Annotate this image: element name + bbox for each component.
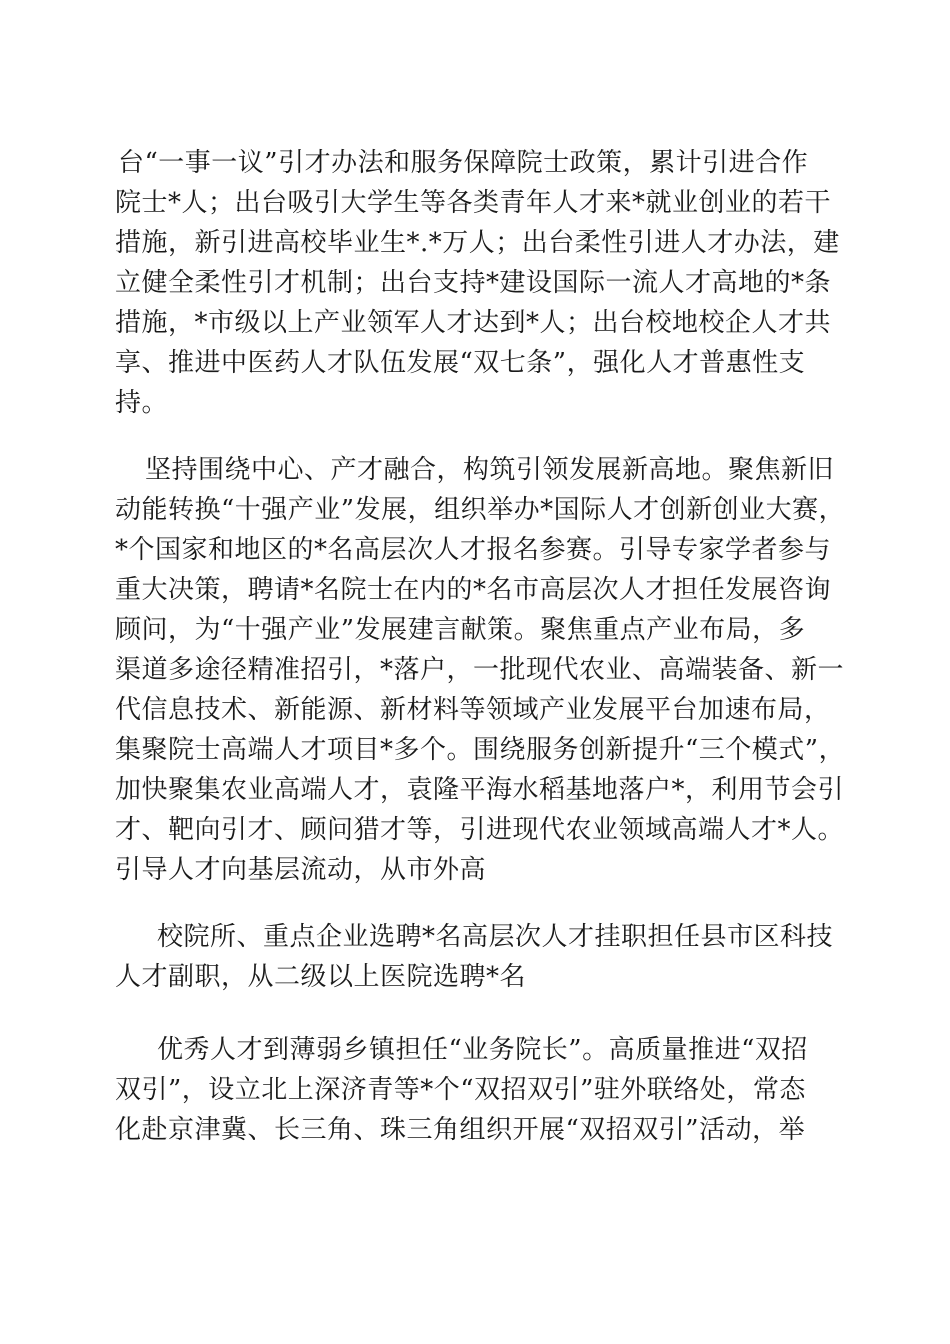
text-line: 双引”，设立北上深济青等*个“双招双引”驻外联络处，常态 (115, 1075, 806, 1105)
text-line: 措施，*市级以上产业领军人才达到*人；出台校地校企人才共 (115, 308, 832, 338)
text-line: 渠道多途径精准招引，*落户，一批现代农业、高端装备、新一 (115, 655, 845, 685)
text-line: 享、推进中医药人才队伍发展“双七条”，强化人才普惠性支 (115, 348, 806, 378)
text-line: 动能转换“十强产业”发展，组织举办*国际人才创新创业大赛， (115, 495, 846, 525)
text-line: 重大决策，聘请*名院士在内的*名市高层次人才担任发展咨询 (115, 575, 832, 605)
text-line: 持。 (115, 388, 169, 418)
text-line: 才、靶向引才、顾问猎才等，引进现代农业领域高端人才*人。 (115, 815, 845, 845)
text-line: 代信息技术、新能源、新材料等领域产业发展平台加速布局， (115, 695, 831, 725)
text-line: 加快聚集农业高端人才，袁隆平海水稻基地落户*，利用节会引 (115, 775, 845, 805)
text-line: 院士*人；出台吸引大学生等各类青年人才来*就业创业的若干 (115, 188, 832, 218)
text-line: 措施，新引进高校毕业生*.*万人；出台柔性引进人才办法，建 (115, 228, 840, 258)
text-line: 坚持围绕中心、产才融合，构筑引领发展新高地。聚焦新旧 (145, 455, 835, 485)
text-line: 优秀人才到薄弱乡镇担任“业务院长”。高质量推进“双招 (157, 1035, 808, 1065)
text-line: 化赴京津冀、长三角、珠三角组织开展“双招双引”活动，举 (115, 1115, 806, 1145)
text-line: 人才副职，从二级以上医院选聘*名 (115, 962, 527, 992)
text-line: 台“一事一议”引才办法和服务保障院士政策，累计引进合作 (118, 148, 809, 178)
text-line: *个国家和地区的*名高层次人才报名参赛。引导专家学者参与 (115, 535, 832, 565)
text-line: 校院所、重点企业选聘*名高层次人才挂职担任县市区科技 (157, 922, 834, 952)
text-line: 引导人才向基层流动，从市外高 (115, 855, 487, 885)
text-line: 顾问，为“十强产业”发展建言献策。聚焦重点产业布局，多 (115, 615, 806, 645)
text-line: 集聚院士高端人才项目*多个。围绕服务创新提升“三个模式”， (115, 735, 846, 765)
text-line: 立健全柔性引才机制；出台支持*建设国际一流人才高地的*条 (115, 268, 832, 298)
